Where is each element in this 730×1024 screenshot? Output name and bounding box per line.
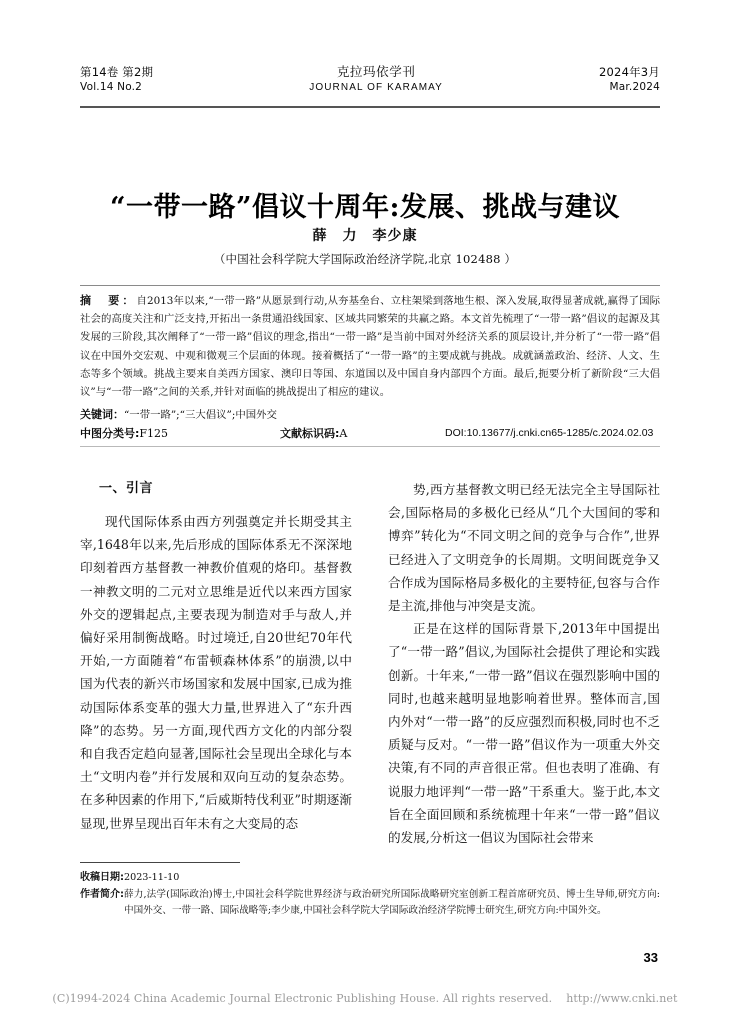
cnki-copyright-bar <box>0 992 730 1005</box>
paragraph: 正是在这样的国际背景下,2013年中国提出了“一带一路”倡议,为国际社会提供了理论和实践创新。十年来,“一带一路”倡议在强烈影响中国的同时,也越来越明显地影响着世界。整体而言,国内外对“一带一路”的反应强烈而积极,同时也不乏质疑与反对。“一带一路”倡议作为一项重大外交决策,有不同的声音很正常。但也表明了准确、有说服力地评判“一带一路”干系重大。鉴于此,本文旨在全面回顾和系统梳理十年来“一带一路”倡议的发展,分析这一倡议为国际社会带来 <box>388 621 660 846</box>
abstract-block <box>80 292 660 401</box>
abstract-text: 自2013年以来,“一带一路”从愿景到行动,从夯基垒台、立柱架梁到落地生根、深入发展,取得显著成就,赢得了国际社会的高度关注和广泛支持,开拓出一条贯通沿线国家、区域共同繁荣的共赢之路。本文首先梳理了“一带一路”倡议的起源及其发展的三阶段,其次阐释了“一带一路”倡议的理念,指出“一带一路”是当前中国对外经济关系的顶层设计,并分析了“一带一路”倡议在中国外交宏观、中观和微观三个层面的体现。接着概括了“一带一路”的主要成就与挑战。成就涵盖政治、经济、人文、生态等多个领域。挑战主要来自美西方国家、澳印日等国、东道国以及中国自身内部四个方面。最后,扼要分析了新阶段“三大倡议”与“一带一路”之间的关系,并针对面临的挑战提出了相应的建议。 <box>80 295 661 399</box>
running-head <box>80 64 660 95</box>
document-code-label: 文献标识码: <box>280 427 340 440</box>
header-divider <box>80 106 660 108</box>
issue-date-en: Mar.2024 <box>609 81 660 93</box>
running-head-left <box>80 64 153 95</box>
abstract-label: 摘 要： <box>80 294 137 307</box>
cnki-url[interactable]: http://www.cnki.net <box>566 992 678 1005</box>
doi-value: DOI:10.13677/j.cnki.cn65-1285/c.2024.02.03 <box>445 427 654 439</box>
body-columns <box>80 478 660 846</box>
document-code-value: A <box>339 427 348 440</box>
author-bio-value: 薛力,法学(国际政治)博士,中国社会科学院世界经济与政治研究所国际战略研究室创新工程首席研究员、博士生导师,研究方向:中国外交、一带一路、国际战略等;李少康,中国社会科学院大学国际政治经济学院博士研究生,研究方向:中国外交。 <box>124 888 660 917</box>
running-head-right <box>599 64 660 95</box>
body-column-right <box>388 478 660 846</box>
document-code <box>280 425 445 442</box>
volume-issue-en: Vol.14 No.2 <box>80 81 143 93</box>
author-affiliation: （中国社会科学院大学国际政治经济学院,北京 102488 ） <box>213 252 517 266</box>
footnote-divider <box>80 862 240 863</box>
keywords-block <box>80 406 660 424</box>
keywords-text: “一带一路”;“三大倡议”;中国外交 <box>124 409 277 421</box>
clc-value: F125 <box>139 427 169 440</box>
received-date-value: 2023-11-10 <box>124 872 180 883</box>
page-number: 33 <box>643 950 658 965</box>
section-heading-introduction: 一、引言 <box>99 481 154 496</box>
volume-issue-cn: 第14卷 第2期 <box>80 65 154 79</box>
journal-title-en: JOURNAL OF KARAMAY <box>309 82 443 93</box>
keywords-label: 关键词： <box>80 408 124 421</box>
abstract-bottom-divider <box>80 446 660 447</box>
clc-label: 中图分类号: <box>80 427 140 440</box>
cnki-copyright-text: (C)1994-2024 China Academic Journal Electronic Publishing House. All rights reserved. <box>52 992 553 1005</box>
clc-number <box>80 425 280 442</box>
article-title: “一带一路”倡议十周年:发展、挑战与建议 <box>109 192 621 224</box>
journal-title-cn: 克拉玛依学刊 <box>336 64 416 79</box>
received-date-label: 收稿日期: <box>80 872 124 883</box>
classification-row <box>80 425 660 442</box>
article-authors: 薛 力 李少康 <box>312 228 418 244</box>
footnote-block <box>80 870 660 920</box>
author-bio-label: 作者简介: <box>80 888 124 900</box>
abstract-top-divider <box>80 285 660 286</box>
paragraph: 势,西方基督教文明已经无法完全主导国际社会,国际格局的多极化已经从“几个大国间的零和博弈”转化为“不同文明之间的竞争与合作”,世界已经进入了文明竞争的长周期。文明间既竞争又合作成为国际格局多极化的主要特征,包容与合作是主流,排他与冲突是支流。 <box>388 482 660 614</box>
body-column-left <box>80 478 352 831</box>
issue-date-cn: 2024年3月 <box>599 65 660 79</box>
paragraph: 现代国际体系由西方列强奠定并长期受其主宰,1648年以来,先后形成的国际体系无不深深地印刻着西方基督教一神教价值观的烙印。基督教一神教文明的二元对立思维是近代以来西方国家外交的逻辑起点,主要表现为制造对手与敌人,并偏好采用制衡战略。时过境迁,自20世纪70年代开始,一方面随着“布雷顿森林体系”的崩溃,以中国为代表的新兴市场国家和发展中国家,已成为推动国际体系变革的强大力量,世界进入了“东升西降”的态势。另一方面,现代西方文化的内部分裂和自我否定趋向显著,国际社会呈现出全球化与本土“文明内卷”并行发展和双向互动的复杂态势。在多种因素的作用下,“后威斯特伐利亚”时期逐渐显现,世界呈现出百年未有之大变局的态 <box>80 514 352 831</box>
running-head-center <box>153 64 599 95</box>
received-date-row <box>80 870 660 887</box>
author-bio-row <box>80 887 660 920</box>
